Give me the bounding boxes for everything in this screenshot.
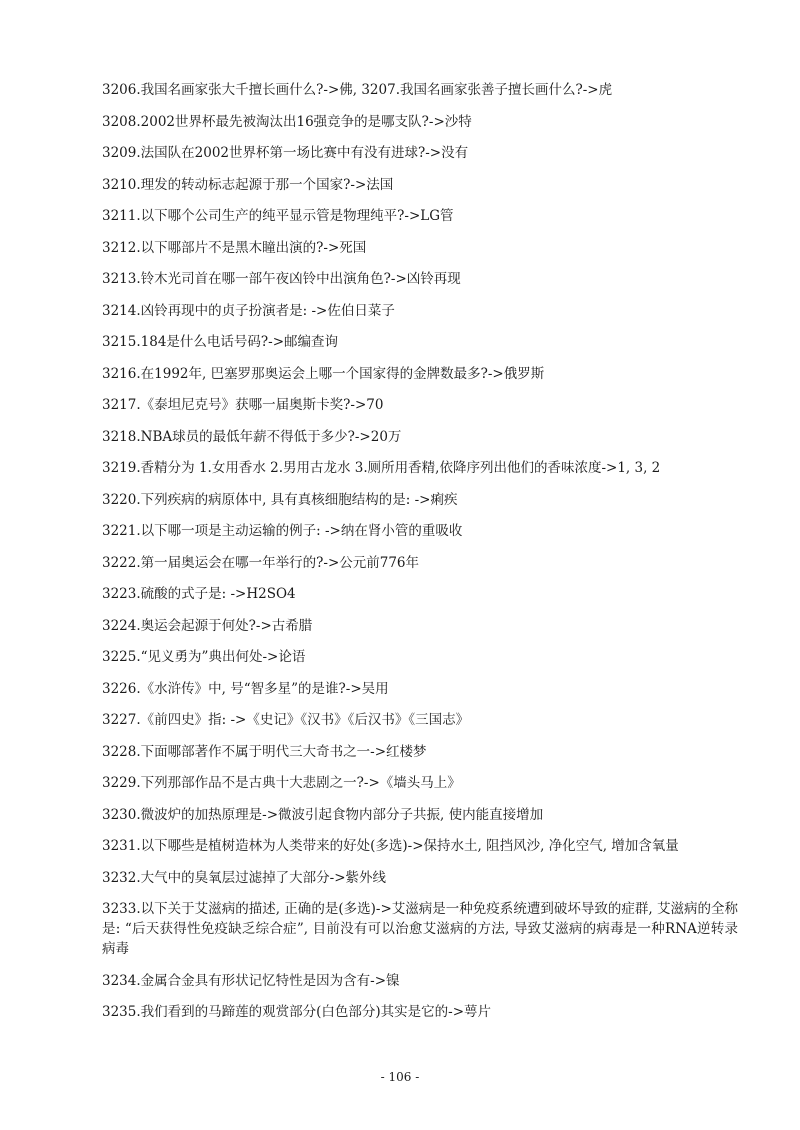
qa-line-3217: 3217.《泰坦尼克号》获哪一届奥斯卡奖?->70 [102,397,384,413]
qa-line-3215: 3215.184是什么电话号码?->邮编查询 [102,334,339,350]
qa-line-3234: 3234.金属合金具有形状记忆特性是因为含有->镍 [102,972,400,989]
qa-line-3209: 3209.法国队在2002世界杯第一场比赛中有没有进球?->没有 [102,145,469,161]
qa-line-3226: 3226.《水浒传》中, 号“智多星”的是谁?->吴用 [102,680,389,697]
qa-line-3225: 3225.“见义勇为”典出何处->论语 [102,649,306,665]
qa-line-3206: 3206.我国名画家张大千擅长画什么?->佛, 3207.我国名画家张善子擅长画什么?->虎 [102,82,613,98]
qa-line-3235: 3235.我们看到的马蹄莲的观赏部分(白色部分)其实是它的->萼片 [102,1004,492,1020]
qa-list [78,80,738,1034]
qa-line-3220: 3220.下列疾病的病原体中, 具有真核细胞结构的是: ->痢疾 [102,491,458,508]
qa-line-3221: 3221.以下哪一项是主动运输的例子: ->纳在肾小管的重吸收 [102,523,463,539]
qa-line-3228: 3228.下面哪部著作不属于明代三大奇书之一->红楼梦 [102,743,427,760]
qa-line-3231: 3231.以下哪些是植树造林为人类带来的好处(多选)->保持水土, 阻挡风沙, 净化空气, 增加含氧量 [102,838,679,854]
qa-line-3224: 3224.奥运会起源于何处?->古希腊 [102,617,313,634]
qa-line-3222: 3222.第一届奥运会在哪一年举行的?->公元前776年 [102,554,420,571]
qa-line-3213: 3213.铃木光司首在哪一部午夜凶铃中出演角色?->凶铃再现 [102,271,461,287]
qa-line-3212: 3212.以下哪部片不是黑木瞳出演的?->死国 [102,239,367,256]
qa-line-3233: 3233.以下关于艾滋病的描述, 正确的是(多选)->艾滋病是一种免疫系统遭到破坏导致的症群, 艾滋病的全称是: “后天获得性免疫缺乏综合症”, 目前没有可以治愈艾滋病的方法, 导致艾滋病的病毒是一种RNA逆转录病毒 [102,901,738,957]
qa-line-3232: 3232.大气中的臭氧层过滤掉了大部分->紫外线 [102,869,387,886]
qa-line-3211: 3211.以下哪个公司生产的纯平显示管是物理纯平?->LG管 [102,208,454,224]
qa-line-3218: 3218.NBA球员的最低年薪不得低于多少?->20万 [102,428,402,445]
qa-line-3230: 3230.微波炉的加热原理是->微波引起食物内部分子共振, 使内能直接增加 [102,806,544,823]
qa-line-3227: 3227.《前四史》指: ->《史记》《汉书》《后汉书》《三国志》 [102,712,470,728]
qa-line-3216: 3216.在1992年, 巴塞罗那奥运会上哪一个国家得的金牌数最多?->俄罗斯 [102,365,545,382]
qa-line-3208: 3208.2002世界杯最先被淘汰出16强竞争的是哪支队?->沙特 [102,113,472,130]
qa-line-3210: 3210.理发的转动标志起源于那一个国家?->法国 [102,176,394,193]
qa-line-3229: 3229.下列那部作品不是古典十大悲剧之一?->《墙头马上》 [102,775,461,791]
qa-line-3223: 3223.硫酸的式子是: ->H2SO4 [102,586,296,602]
page-number: - 106 - [380,1070,420,1084]
qa-line-3214: 3214.凶铃再现中的贞子扮演者是: ->佐伯日菜子 [102,302,395,319]
qa-line-3219: 3219.香精分为 1.女用香水 2.男用古龙水 3.厕所用香精,依降序列出他们的香味浓度->1, 3, 2 [102,460,661,476]
